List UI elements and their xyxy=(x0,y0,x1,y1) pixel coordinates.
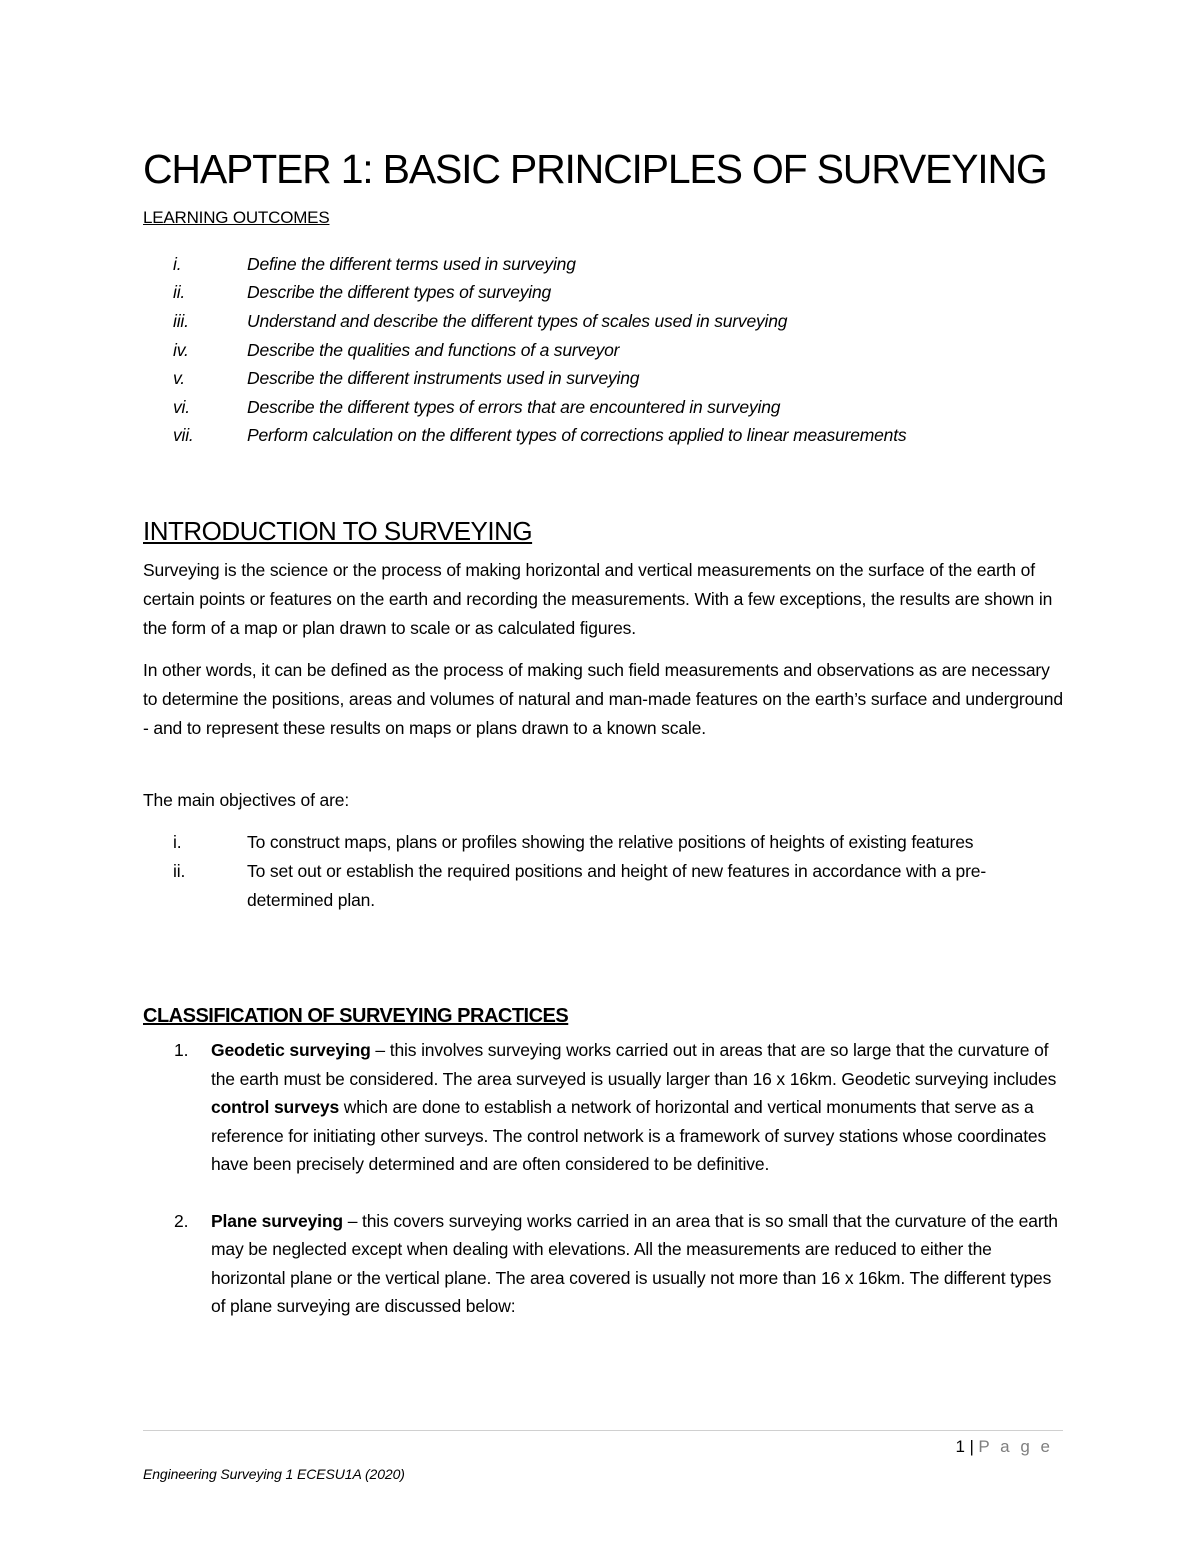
term-label: Plane surveying xyxy=(211,1210,343,1231)
introduction-paragraph-1: Surveying is the science or the process of making horizontal and vertical measurements on the surface of the earth of certain points or features on the earth and recording the measurements. With a few exceptions, the results are shown in the form of a map or plan drawn to scale or as calculated figures. xyxy=(143,560,1053,638)
list-item-number: i. xyxy=(173,832,182,852)
list-item xyxy=(143,250,1103,279)
learning-outcomes-list xyxy=(143,250,1103,450)
page-number-value: 1 xyxy=(955,1437,966,1456)
list-item-number: iii. xyxy=(173,310,189,331)
list-item xyxy=(143,307,1103,336)
page-number-separator: | xyxy=(969,1437,975,1456)
chapter-title: CHAPTER 1: BASIC PRINCIPLES OF SURVEYING xyxy=(143,146,1047,192)
classification-heading: CLASSIFICATION OF SURVEYING PRACTICES xyxy=(143,1005,569,1027)
list-item-text xyxy=(211,1036,1063,1179)
list-item-text: Perform calculation on the different types of corrections applied to linear measurements xyxy=(247,425,907,446)
list-item-text: Describe the different types of errors that are encountered in surveying xyxy=(247,396,781,417)
list-item-number: i. xyxy=(173,253,182,274)
objectives-intro: The main objectives of are: xyxy=(143,790,350,810)
list-item xyxy=(143,828,1063,857)
list-item xyxy=(143,364,1103,393)
list-item-number: iv. xyxy=(173,339,189,360)
introduction-paragraph-2: In other words, it can be defined as the process of making such field measurements and observations as are necessary to determine the positions, areas and volumes of natural and man-made features on the earth’s surface and underground - and to represent these results on maps or plans drawn to a known scale. xyxy=(143,660,1063,738)
page-label: P a g e xyxy=(978,1437,1053,1456)
list-item-text: Describe the different instruments used in surveying xyxy=(247,368,640,389)
list-item-number: ii. xyxy=(173,282,186,303)
classification-list xyxy=(143,1036,1063,1321)
description-text: – this involves surveying works carried out in areas that are so large that the curvature of the earth must be considered. The area surveyed is usually larger than 16 x 16km. Geodetic surveying includes xyxy=(211,1040,1057,1089)
list-item-text xyxy=(211,1207,1063,1321)
list-item-number: vii. xyxy=(173,425,194,446)
list-item xyxy=(143,1207,1063,1321)
list-item xyxy=(143,1036,1063,1179)
list-item-text: Describe the qualities and functions of a surveyor xyxy=(247,339,620,360)
list-item-text: To construct maps, plans or profiles showing the relative positions of heights of existing features xyxy=(247,832,974,852)
list-item xyxy=(143,336,1103,365)
list-item-text: Understand and describe the different types of scales used in surveying xyxy=(247,310,788,331)
list-item xyxy=(143,279,1103,308)
footer-divider xyxy=(143,1430,1063,1431)
list-item-text: Describe the different types of surveying xyxy=(247,282,552,303)
list-item-number: ii. xyxy=(173,861,186,881)
learning-outcomes-heading: LEARNING OUTCOMES xyxy=(143,208,330,227)
list-item xyxy=(143,857,1063,915)
footer-course-title: Engineering Surveying 1 ECESU1A (2020) xyxy=(143,1466,405,1482)
list-item-text: Define the different terms used in surveying xyxy=(247,253,576,274)
objectives-list xyxy=(143,828,1063,915)
list-item-number: vi. xyxy=(173,396,190,417)
term-label: control surveys xyxy=(211,1097,340,1117)
term-label: Geodetic surveying xyxy=(211,1040,371,1060)
list-item-number: v. xyxy=(173,368,185,389)
list-item xyxy=(143,422,1103,451)
page-number xyxy=(956,1437,1053,1457)
list-item-text: To set out or establish the required positions and height of new features in accordance with a pre-determined plan. xyxy=(247,861,987,910)
list-item-number: 1. xyxy=(174,1040,189,1060)
list-item xyxy=(143,393,1103,422)
description-text: – this covers surveying works carried in an area that is so small that the curvature of the earth may be neglected except when dealing with elevations. All the measurements are reduced to either the horizontal plane or the vertical plane. The area covered is usually not more than 16 x 16km. The different types of plane surveying are discussed below: xyxy=(211,1210,1058,1316)
introduction-heading: INTRODUCTION TO SURVEYING xyxy=(143,516,533,546)
list-item-number: 2. xyxy=(174,1210,189,1231)
description-text: which are done to establish a network of horizontal and vertical monuments that serve as a reference for initiating other surveys. The control network is a framework of survey stations whose coordinates have been precisely determined and are often considered to be definitive. xyxy=(211,1097,1047,1174)
